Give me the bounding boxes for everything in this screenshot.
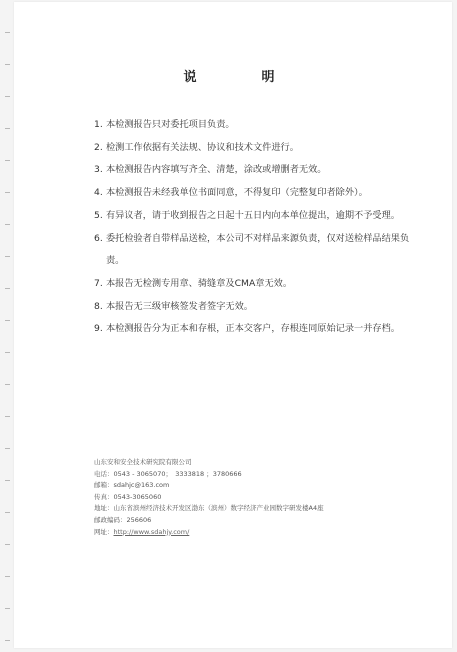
item-text: 本检测报告分为正本和存根，正本交客户，存根连同原始记录一并存档。 xyxy=(106,323,400,335)
company-name: 山东安和安全技术研究院有限公司 xyxy=(94,458,192,466)
item-number: 1. xyxy=(94,119,103,130)
item-number: 3. xyxy=(94,164,103,176)
item-text: 本检测报告只对委托项目负责。 xyxy=(106,119,235,130)
item-number: 5. xyxy=(94,209,103,221)
item-text: 本检测报告内容填写齐全、清楚，涂改或增删者无效。 xyxy=(106,164,327,176)
list-item xyxy=(94,159,424,182)
list-item xyxy=(94,318,424,341)
item-text: 本报告无三级审核签发者签字无效。 xyxy=(106,300,253,312)
address-line: 地址：山东省滨州经济技术开发区渤东（滨州）数字经济产业园数字研发楼A4座 xyxy=(94,504,324,513)
list-item xyxy=(94,137,424,160)
item-text: 本报告无检测专用章、骑缝章及CMA章无效。 xyxy=(106,277,293,289)
item-number: 8. xyxy=(94,300,103,312)
phone-line: 电话：0543 - 3065070； 3333818 ；3780666 xyxy=(94,469,242,478)
item-number: 4. xyxy=(94,187,103,199)
website-label: 网址： xyxy=(94,527,114,536)
item-number: 9. xyxy=(94,323,103,335)
item-text: 委托检验者自带样品送检，本公司不对样品来源负责，仅对送检样品结果负责。 xyxy=(106,232,410,267)
list-item xyxy=(94,114,424,137)
list-item xyxy=(94,273,424,296)
item-number: 7. xyxy=(94,277,103,289)
page-margin-ticks xyxy=(0,0,14,652)
postcode-line: 邮政编码：256606 xyxy=(94,515,152,524)
list-item xyxy=(94,182,424,205)
item-text: 有异议者，请于收到报告之日起十五日内向本单位提出，逾期不予受理。 xyxy=(106,209,400,221)
notes-list xyxy=(94,114,424,341)
list-item xyxy=(94,228,424,273)
email-line: 邮箱：sdahjc@163.com xyxy=(94,481,170,490)
website-link[interactable]: http://www.sdahjy.com/ xyxy=(113,527,190,536)
document-page xyxy=(14,2,452,648)
list-item xyxy=(94,296,424,319)
fax-line: 传真：0543-3065060 xyxy=(94,492,162,501)
item-text: 本检测报告未经我单位书面同意，不得复印（完整复印者除外）。 xyxy=(106,187,368,199)
item-number: 6. xyxy=(94,232,103,244)
website-line xyxy=(94,527,434,539)
contact-block xyxy=(94,457,434,538)
item-text: 检测工作依据有关法规、协议和技术文件进行。 xyxy=(106,141,299,153)
item-number: 2. xyxy=(94,141,103,153)
page-title: 说 明 xyxy=(183,70,301,85)
list-item xyxy=(94,205,424,228)
